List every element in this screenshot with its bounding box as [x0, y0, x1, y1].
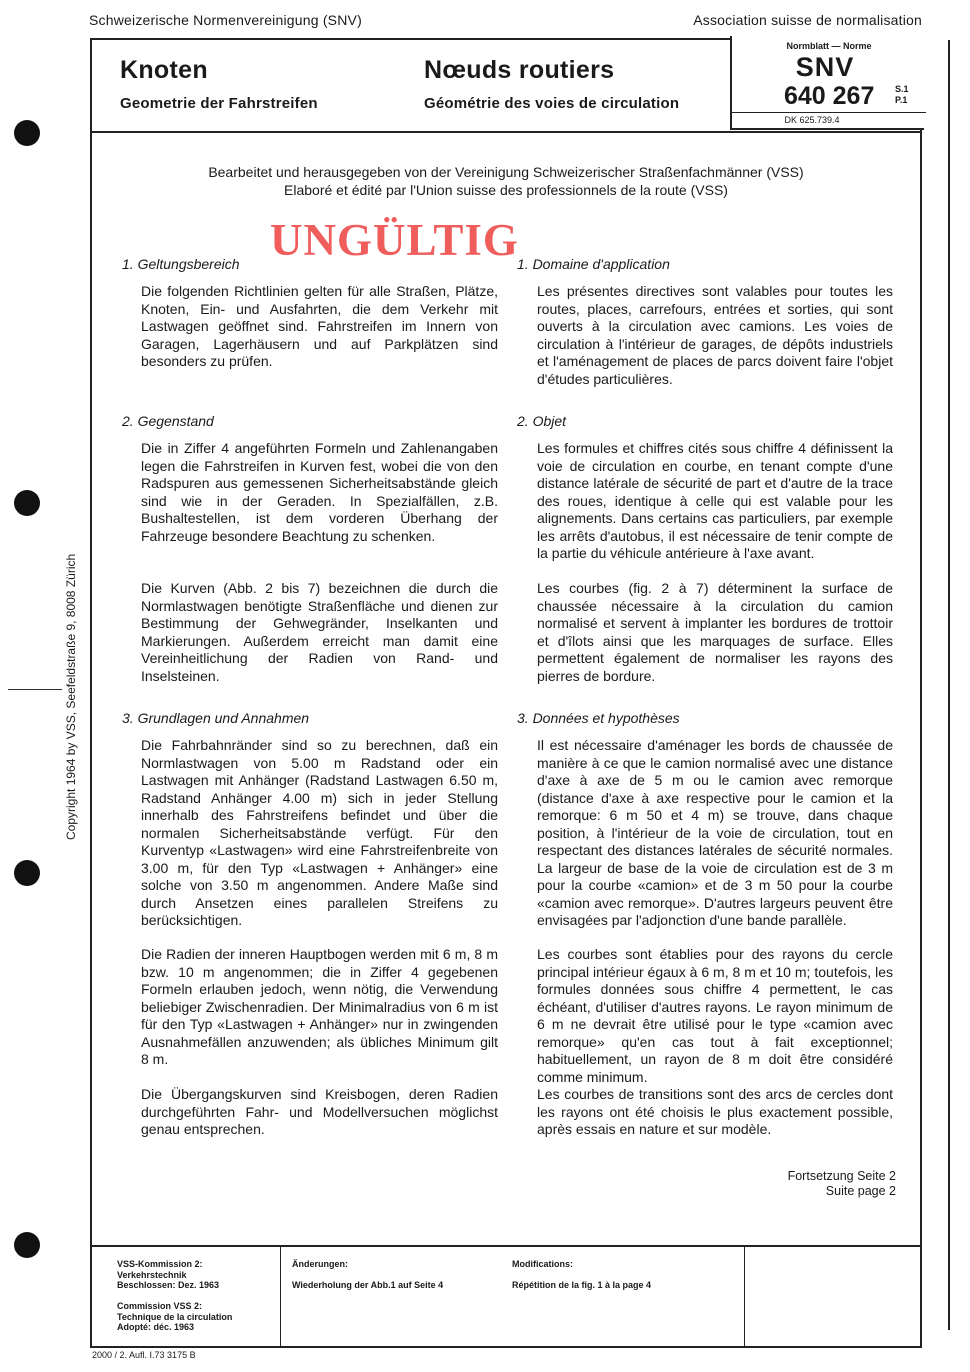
commission-fr-topic: Technique de la circulation [117, 1311, 233, 1322]
publisher-note [90, 163, 922, 199]
section-2-paragraph-2-fr: Les courbes (fig. 2 à 7) déterminent la surface de chaussée nécessaire à la circulation du camion normalisé et servent à implanter les bordures de trottoir et d'îlots ainsi que les marquages de surface. Elles permettent également de normaliser les rayons des pierres de bordure. [537, 580, 893, 684]
snv-logo: SNV [795, 52, 855, 82]
invalid-stamp: UNGÜLTIG [270, 215, 519, 265]
section-3-heading-de: 3. Grundlagen und Annahmen [122, 710, 310, 726]
changes-de-title: Änderungen: [292, 1259, 348, 1269]
section-3-paragraph-1-fr: Il est nécessaire d'aménager les bords de chaussée de manière à ce que le camion normalisé avec une distance d'axe à axe de 5 m ou le camion avec remorque (distance d'axe à axe respective pour le camion et la remorque: 6 m 50 et 4 m) se trouve, dans chaque position, à l'intérieur de la voie de circulation, tout en respectant des distances latérales de sécurité normales. La largeur de base de la voie de circulation est de 3 m pour la courbe «camion» et de 3 m 50 pour la courbe «camion avec remorque». D'autres largeurs peuvent être envisagées par l'adjonction d'une bande parallèle. [537, 737, 893, 928]
continuation-note [720, 1169, 896, 1199]
page-indicator [895, 84, 909, 106]
footer-changes-de [292, 1259, 443, 1290]
subtitle-fr: Géométrie des voies de circulation [424, 95, 680, 112]
changes-fr-title: Modifications: [512, 1259, 573, 1269]
header-french [424, 56, 679, 112]
punch-hole-icon [14, 490, 40, 516]
fold-mark [8, 689, 62, 690]
section-2-heading-de: 2. Gegenstand [122, 413, 214, 429]
section-3-paragraph-3-de: Die Übergangskurven sind Kreisbogen, deren Radien durchgeführten Fahr- und Modellversuchen möglichst genau entsprechen. [141, 1086, 498, 1137]
footer-commission-fr [117, 1301, 232, 1333]
publisher-de: Bearbeitet und herausgegeben von der Vereinigung Schweizerischer Straßenfachmänner (VSS) [208, 164, 804, 180]
section-3-heading-fr: 3. Données et hypothèses [517, 710, 680, 726]
commission-de-name: VSS-Kommission 2: [117, 1259, 203, 1269]
commission-de-topic: Verkehrstechnik [117, 1269, 187, 1280]
header-german [120, 56, 318, 112]
page-edge-rule [948, 40, 950, 1330]
footer-column-divider [280, 1245, 281, 1348]
changes-fr-text: Répétition de la fig. 1 à la page 4 [512, 1279, 652, 1290]
title-fr: Nœuds routiers [424, 56, 615, 84]
dk-divider [732, 112, 926, 113]
section-1-paragraph-de: Die folgenden Richtlinien gelten für alle Straßen, Plätze, Knoten, Ein- und Ausfahrten, die dem Verkehr mit Lastwagen geöffnet sind. Fahrstreifen im Innern von Garagen, Lagerhäusern und auf Parkplätzen sind besonders zu prüfen. [141, 283, 498, 369]
punch-hole-icon [14, 860, 40, 886]
subtitle-de: Geometrie der Fahrstreifen [120, 95, 318, 112]
commission-de-date: Beschlossen: Dez. 1963 [117, 1280, 220, 1290]
footer-divider [90, 1245, 922, 1247]
footer-column-divider [744, 1245, 745, 1348]
section-2-paragraph-1-de: Die in Ziffer 4 angeführten Formeln und Zahlenangaben legen die Fahrstreifen in Kurven fest, wobei die von den Radspuren aus gemessenen Sicherheitsabstände gleich sind wie in der Geraden. In Spezialfällen, z.B. Bushaltestellen, ist dem vorderen Überhang der Fahrzeuge besondere Beachtung zu schenken. [141, 440, 498, 544]
standard-number: 640 267 [784, 82, 875, 110]
section-1-heading-fr: 1. Domaine d'application [517, 256, 670, 272]
normblatt-label: Normblatt — Norme [786, 41, 872, 51]
section-1-paragraph-fr: Les présentes directives sont valables pour toutes les routes, places, carrefours, entrées et sorties, qui sont ouverts à la circulation avec camions. Les voies de circulation à l'intérieur de garages, de dépôts industriels et l'aménagement de places de parcs doivent faire l'objet d'études particulières. [537, 283, 893, 387]
section-2-paragraph-1-fr: Les formules et chiffres cités sous chiffre 4 définissent la voie de circulation en courbe, en tenant compte d'une distance latérale de sécurité de part et d'autre de la trace des roues, identique à celle qui est valable pour les alignements. Dans certains cas particuliers, par exemple les arrêts d'autobus, il est nécessaire de tenir compte de la partie du véhicule antérieure à l'axe avant. [537, 440, 893, 561]
commission-fr-name: Commission VSS 2: [117, 1301, 203, 1311]
section-3-paragraph-2-de: Die Radien der inneren Hauptbogen werden mit 6 m, 8 m bzw. 10 m angenommen; die in Ziffer 4 gegebenen Formeln erlauben jedoch, wenn nötig, die Verwendung beliebiger Zwischenradien. Der Minimalradius von 6 m ist für den Typ «Lastwagen + Anhänger» nur in zwingenden Ausnahmefällen anzuwenden; als übliches Minimum gilt 8 m. [141, 946, 498, 1067]
page-indicator-p: P.1 [895, 95, 908, 105]
section-3-paragraph-2-fr: Les courbes sont établies pour des rayons du cercle principal intérieur égaux à 6 m, 8 m et 10 m; toutefois, les formules données sous chiffre 4 permettent, le cas échéant, d'utiliser d'autres rayons. Le rayon minimum de 6 m ne devrait être utilisé pour le type «camion avec remorque» qu'en cas tout à fait exceptionnel; habituellement, un rayon de 8 m doit être considéré comme minimum. [537, 946, 893, 1085]
footer-changes-fr [512, 1259, 651, 1290]
section-3-paragraph-1-de: Die Fahrbahnränder sind so zu berechnen, daß ein Normlastwagen von 5.00 m Radstand oder ein Lastwagen mit Anhänger (Radstand Lastwagen 6.50 m, Radstand Anhänger 4.00 m) sich in jeder Stellung innerhalb des Fahrstreifens befindet und über die normalen Sicherheitsabstände verfügt. Für den Kurventyp «Lastwagen» wird eine Fahrstreifenbreite von 3.00 m, für den Typ «Lastwagen + Anhänger» eine solche von 3.50 m angenommen. Andere Maße sind durch Ansetzen eines parallelen Streifens zu berücksichtigen. [141, 737, 498, 928]
organization-name-fr: Association suisse de normalisation [693, 12, 922, 28]
publisher-fr: Elaboré et édité par l'Union suisse des professionnels de la route (VSS) [284, 182, 728, 198]
organization-name-de: Schweizerische Normenvereinigung (SNV) [89, 12, 362, 28]
punch-hole-icon [14, 1232, 40, 1258]
edition-note: 2000 / 2. Aufl. I.73 3175 B [92, 1350, 196, 1360]
title-de: Knoten [120, 56, 208, 84]
continuation-de: Fortsetzung Seite 2 [787, 1169, 896, 1183]
copyright-vertical: Copyright 1964 by VSS, Seefeldstraße 9, 8008 Zürich [64, 553, 78, 840]
standard-number-box [730, 36, 924, 130]
section-1-heading-de: 1. Geltungsbereich [122, 256, 240, 272]
punch-hole-icon [14, 120, 40, 146]
dk-classification: DK 625.739.4 [784, 115, 840, 125]
header-divider [90, 131, 922, 133]
changes-de-text: Wiederholung der Abb.1 auf Seite 4 [292, 1279, 444, 1290]
footer-commission-de [117, 1259, 219, 1291]
section-2-paragraph-2-de: Die Kurven (Abb. 2 bis 7) bezeichnen die durch die Normlastwagen benötigte Straßenfläche und dienen zur Bestimmung der Gehwegränder, Inselkanten und Markierungen. Außerdem erreicht man damit eine Vereinheitlichung der Radien von Rand- und Inselsteinen. [141, 580, 498, 684]
page-indicator-s: S.1 [895, 84, 909, 94]
section-3-paragraph-3-fr: Les courbes de transitions sont des arcs de cercles dont les rayons ont été choisis le plus exactement possible, après essais en nature et sur modèle. [537, 1086, 893, 1137]
commission-fr-date: Adopté: déc. 1963 [117, 1322, 195, 1332]
continuation-fr: Suite page 2 [825, 1184, 896, 1198]
section-2-heading-fr: 2. Objet [517, 413, 567, 429]
